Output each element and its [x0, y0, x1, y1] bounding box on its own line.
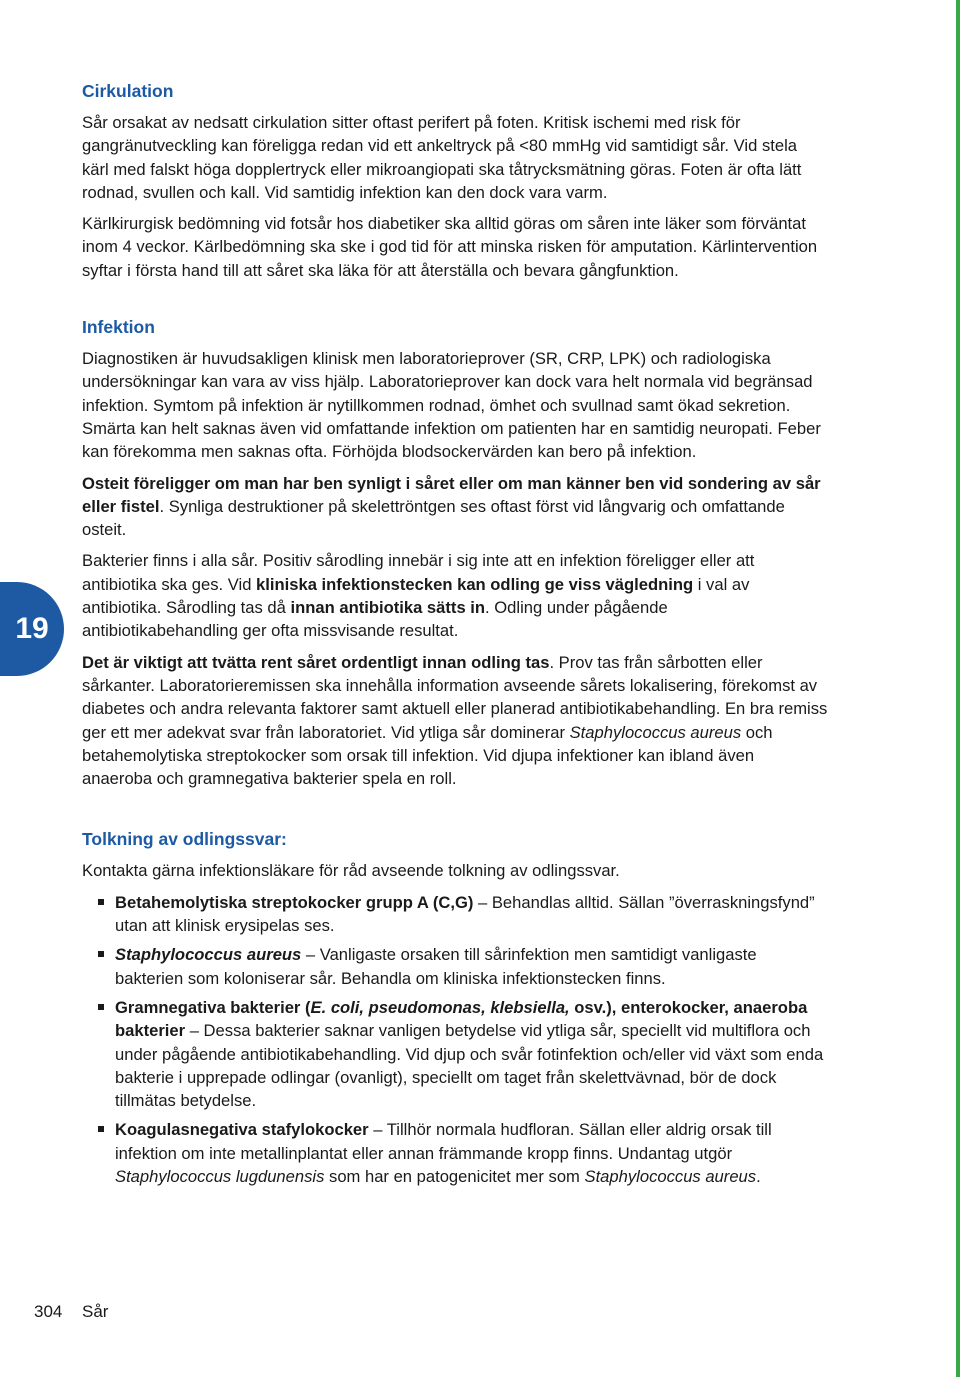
text: . Prov tas från sårbotten eller sårkanter. Laboratorieremissen ska innehålla information avseende sårets lokalisering, förekomst av diabetes och andra relevanta faktorer samt aktuell eller planerad antibiotikabehandling. En bra remiss ger ett mer adekvat svar från laboratoriet. Vid ytliga sår dominerar [82, 652, 828, 742]
text: som har en patogenicitet mer som [324, 1166, 585, 1186]
text: – Vanligaste orsaken till sårinfektion men samtidigt vanligaste bakterien som koloniserar sår. Behandla om kliniska infektionstecken finns. [115, 945, 757, 988]
section-title-infektion: Infektion [82, 317, 155, 338]
bold-italic-text: Staphylococcus aureus [115, 945, 302, 965]
paragraph [82, 549, 828, 642]
chapter-tab [0, 582, 64, 676]
text: . Synliga destruktioner på skelettröntgen ses oftast först vid långvarig och omfattande osteit. [82, 496, 785, 540]
text: och betahemolytiska streptokocker som orsak till infektion. Vid djupa infektioner kan ibland även anaeroba och gramnegativa bakterier spela en roll. [82, 722, 773, 789]
paragraph [82, 651, 828, 791]
list-item [82, 1118, 828, 1188]
paragraph [82, 472, 828, 542]
page-content [82, 80, 828, 1194]
paragraph: Kärlkirurgisk bedömning vid fotsår hos diabetiker ska alltid göras om såren inte läker som förväntat inom 4 veckor. Kärlbedömning ska ske i god tid för att minska risken för amputation. Kärlintervention syftar i första hand till att såret ska läka för att återställa och bevara gångfunktion. [82, 214, 818, 280]
list-item [82, 891, 828, 938]
bold-italic-text: E. coli, pseudomonas, klebsiella, [310, 997, 570, 1017]
page-number: 304 [34, 1302, 63, 1321]
text: – Tillhör normala hudfloran. Sällan eller aldrig orsak till infektion om inte metallinplantat eller annan främmande kropp finns. Undantag utgör [115, 1120, 772, 1163]
bold-text: innan antibiotika sätts in [290, 598, 486, 618]
footer-title: Sår [82, 1302, 109, 1321]
text: – Dessa bakterier saknar vanligen betydelse vid ytliga sår, speciellt vid multiflora och under pågående antibiotikabehandling. Vid djup och svår fotinfektion och/eller vid växt som enda bakterie i upprepade odlingar (ovanligt), speciellt om taget från skelettvävnad, bör de dock tillmätas betydelse. [115, 1021, 824, 1111]
bold-text: Betahemolytiska streptokocker grupp A (C,G) [115, 892, 474, 912]
section-title-cirkulation: Cirkulation [82, 81, 174, 101]
section-title-tolkning: Tolkning av odlingssvar: [82, 829, 287, 850]
text: – Behandlas alltid. Sällan ”överraskningsfynd” utan att klinisk erysipelas ses. [115, 892, 815, 936]
bullet-list [82, 891, 828, 1189]
list-item [82, 943, 828, 990]
paragraph: Kontakta gärna infektionsläkare för råd avseende tolkning av odlingssvar. [82, 861, 620, 881]
page-footer [34, 1302, 108, 1322]
page-edge-bar [956, 0, 960, 1377]
list-item [82, 996, 828, 1112]
text: . [756, 1166, 761, 1186]
bold-text: Osteit föreligger om man har ben synligt i såret eller om man känner ben vid sondering av sår eller fistel [82, 473, 821, 516]
bold-text: Gramnegativa bakterier ( [115, 997, 311, 1017]
text: Bakterier finns i alla sår. Positiv sårodling innebär i sig inte att en infektion föreligger eller att antibiotika ska ges. Vid [82, 551, 755, 594]
italic-text: Staphylococcus aureus [569, 722, 742, 742]
italic-text: Staphylococcus lugdunensis [115, 1166, 325, 1186]
text: i val av antibiotika. Sårodling tas då [82, 574, 750, 618]
text: . Odling under pågående antibiotikabehandling ger ofta missvisande resultat. [82, 598, 668, 641]
paragraph: Diagnostiken är huvudsakligen klinisk men laboratorieprover (SR, CRP, LPK) och radiologiska undersökningar kan vara av viss hjälp. Laboratorieprover kan dock vara helt normala vid begränsad infektion. Symtom på infektion är nytillkommen rodnad, ömhet och svullnad samt ökad sekretion. Smärta kan helt saknas även vid omfattande infektion om patienten har en samtidig neuropati. Feber kan förekomma men saknas ofta. Förhöjda blodsockervärden kan bero på infektion. [82, 349, 821, 462]
paragraph: Sår orsakat av nedsatt cirkulation sitter oftast perifert på foten. Kritisk ischemi med risk för gangränutveckling kan föreligga redan vid ett ankeltryck på <80 mmHg vid samtidigt sår. Vid stela kärl med falskt höga dopplertryck eller mikroangiopati ska tåtrycksmätning göras. Foten är ofta lätt rodnad, svullen och kall. Vid samtidig infektion kan den dock vara varm. [82, 113, 802, 202]
bold-text: osv.), enterokocker, anaeroba bakterier [115, 997, 808, 1041]
chapter-number: 19 [15, 612, 49, 645]
bold-text: Det är viktigt att tvätta rent såret ordentligt innan odling tas [82, 652, 550, 672]
italic-text: Staphylococcus aureus [584, 1166, 757, 1186]
bold-text: Koagulasnegativa stafylokocker [115, 1120, 369, 1140]
bold-text: kliniska infektionstecken kan odling ge viss vägledning [256, 574, 694, 594]
